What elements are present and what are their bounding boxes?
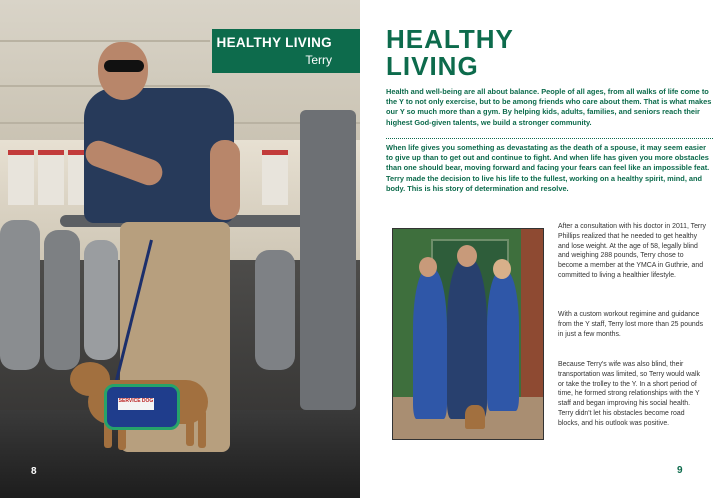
story-lead-paragraph: When life gives you something as devastating as the death of a spouse, it may seem easier to give up than to get out and continue to fight. And when life has given you more obstacles than one should bear, moving forward and facing your fears can feel like an impossible feat. Terry made the decision to live his life to the fullest, working on a healthy spirit, mind, and body. This is his story of determination and resolve. bbox=[386, 143, 710, 193]
page-number-right: 9 bbox=[677, 465, 683, 476]
dotted-divider bbox=[386, 138, 713, 139]
wall-banner bbox=[38, 150, 64, 205]
wall-banner bbox=[262, 150, 288, 205]
section-subtitle: Terry bbox=[305, 53, 332, 67]
right-page bbox=[360, 0, 723, 498]
person-arm bbox=[210, 140, 240, 220]
page-number-left: 8 bbox=[31, 466, 37, 477]
staff-member-right bbox=[487, 271, 519, 411]
left-page-photo bbox=[0, 0, 360, 498]
headline-line-2: LIVING bbox=[386, 51, 479, 81]
service-dog-small bbox=[465, 405, 485, 429]
wall-banner bbox=[8, 150, 34, 205]
treadmill-console bbox=[300, 110, 356, 410]
section-title: HEALTHY LIVING bbox=[216, 35, 332, 50]
body-paragraph-3: Because Terry's wife was also blind, their transportation was limited, so Terry would walk or take the trolley to the Y. In a short period of time, he formed strong relationships with the Y staff and began improving his social health. Terry didn't let his obstacles become road blocks, and his outlook was positive. bbox=[558, 361, 700, 427]
section-title-box bbox=[212, 29, 360, 73]
body-paragraph-1: After a consultation with his doctor in 2011, Terry Phillips realized that he needed to get healthy and lose weight. At the age of 58, legally blind and weighing 288 pounds, Terry chose to become a member at the YMCA in Guthrie, and committed to living a healthier lifestyle. bbox=[558, 223, 706, 279]
headline bbox=[386, 26, 514, 80]
sunglasses bbox=[104, 60, 144, 72]
staff-photo bbox=[392, 228, 544, 440]
intro-paragraph: Health and well-being are all about balance. People of all ages, from all walks of life come to the Y to not only exercise, but to be among friends who care about them. That is what makes our Y so much more than a gym. By helping kids, adults, families, and seniors reach their highest God-given talents, we build a stronger community. bbox=[386, 87, 712, 127]
body-paragraph-2: With a custom workout regimine and guidance from the Y staff, Terry lost more than 25 pounds in just a few months. bbox=[558, 311, 704, 338]
elliptical-machine bbox=[0, 220, 40, 370]
terry-photo bbox=[447, 259, 487, 419]
elliptical-machine bbox=[84, 240, 118, 360]
staff-member-left bbox=[413, 269, 447, 419]
elliptical-machine bbox=[44, 230, 80, 370]
headline-line-1: HEALTHY bbox=[386, 24, 514, 54]
elliptical-machine bbox=[255, 250, 295, 370]
vest-label: SERVICE DOG bbox=[118, 398, 154, 410]
